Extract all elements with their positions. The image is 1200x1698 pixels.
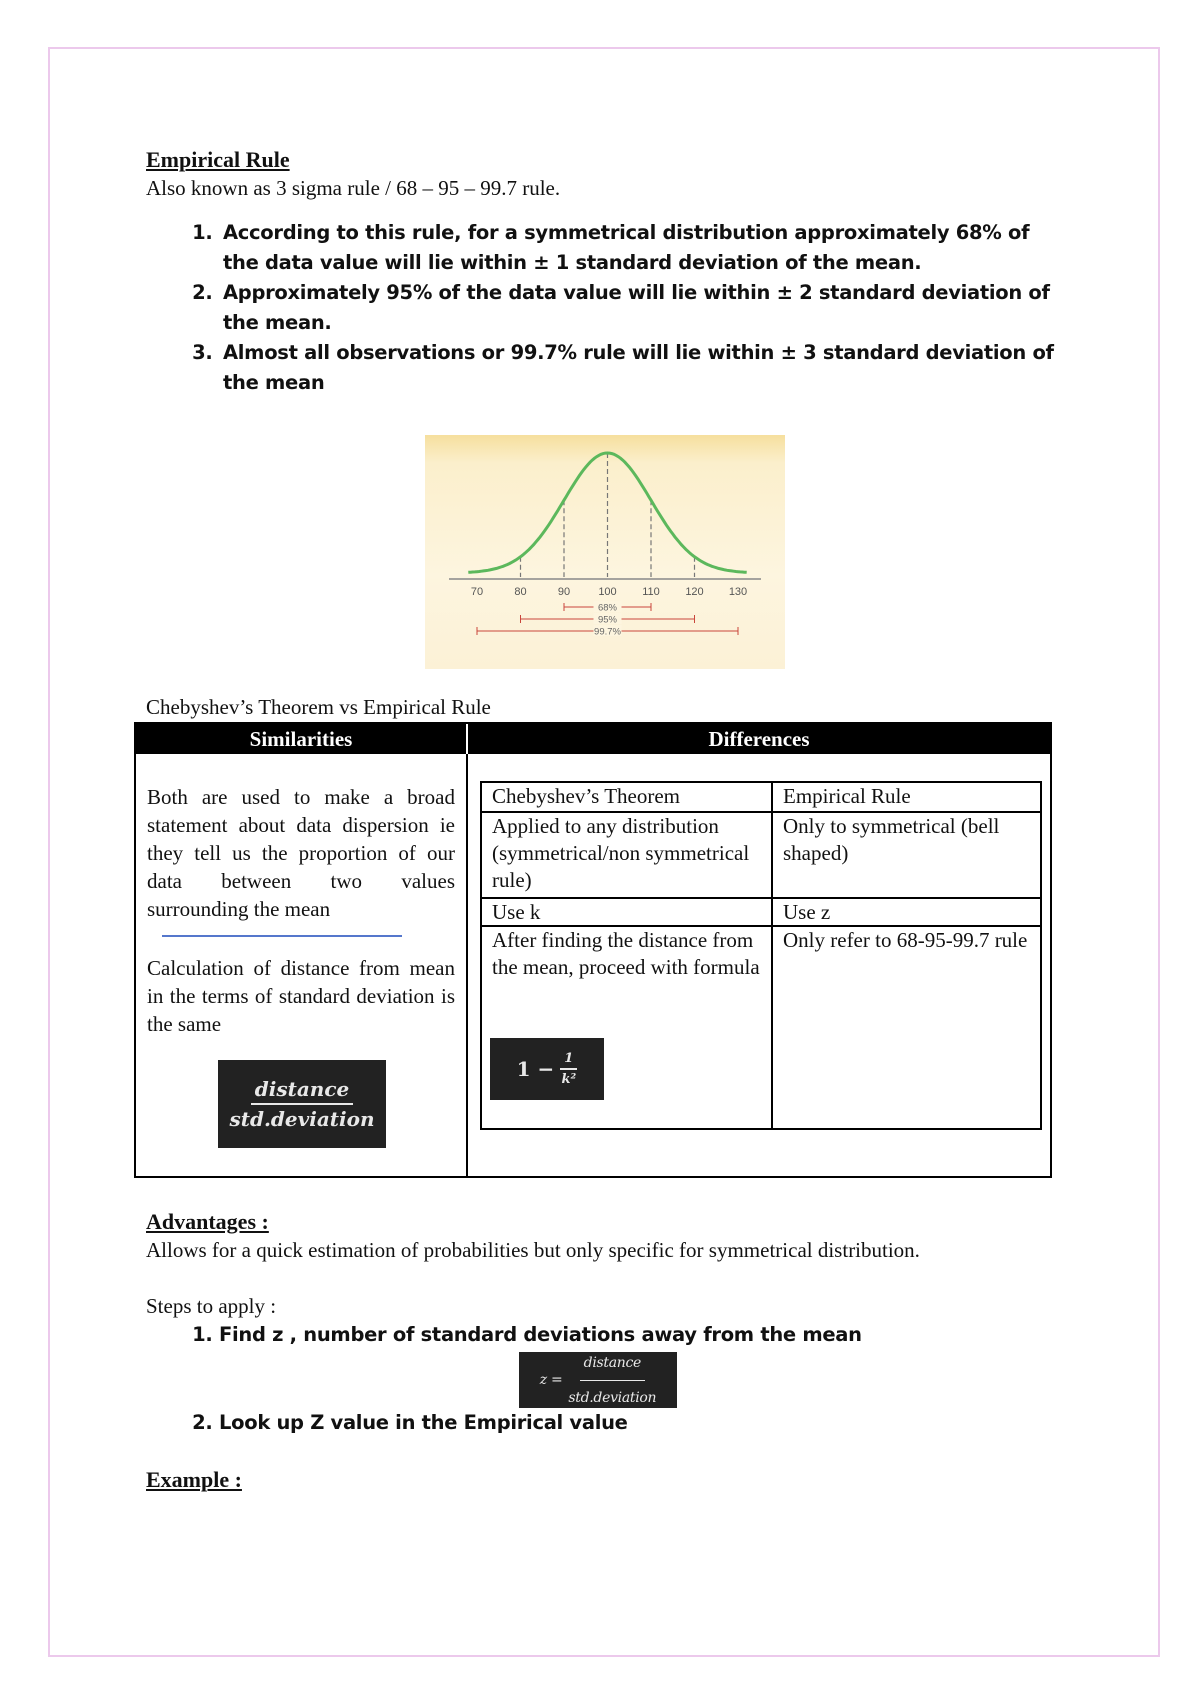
comparison-caption: Chebyshev’s Theorem vs Empirical Rule (146, 695, 491, 719)
chebyshev-formula-left: 1 − (516, 1057, 555, 1081)
similarity-text-2: Calculation of distance from mean in the terms of standard deviation is the same (147, 956, 455, 1036)
advantages-text: Allows for a quick estimation of probabilities but only specific for symmetrical distribution. (146, 1238, 920, 1262)
advantages-section (146, 1208, 1066, 1494)
tick-label-110: 110 (642, 586, 660, 598)
range-label-2: 99.7% (594, 626, 621, 638)
document-body (146, 146, 1056, 1492)
comparison-table (134, 722, 1052, 1178)
tick-label-130: 130 (728, 586, 748, 598)
z-formula-left: z = (539, 1372, 563, 1388)
formula-denominator: std.deviation (229, 1107, 375, 1131)
diff-row2-col2: Use z (783, 900, 831, 924)
diff-row2-col1: Use k (492, 900, 541, 924)
chebyshev-formula-den: k² (561, 1072, 577, 1087)
z-fraction (568, 1348, 656, 1413)
diff-row3-col2: Only refer to 68-95-99.7 rule (783, 928, 1028, 952)
tick-label-70: 70 (470, 586, 484, 598)
z-formula-row (219, 1350, 1066, 1408)
example-heading: Example : (146, 1467, 242, 1492)
similarity-text-1: Both are used to make a broad statement about data dispersion ie they tell us the proportion of our data between two values surrounding the mean (147, 785, 455, 921)
step-1-text: Find z , number of standard deviations away from the mean (219, 1323, 862, 1346)
steps-list (146, 1320, 1066, 1438)
step-item-1 (219, 1320, 1066, 1408)
diff-col1-header: Chebyshev’s Theorem (492, 784, 680, 808)
diff-row1-col1: Applied to any distribution (symmetrical/non symmetrical rule) (492, 814, 750, 892)
rule-item-3: 3. Almost all observations or 99.7% rule will lie within ± 3 standard deviation of the mean (219, 338, 1056, 398)
diff-col2-header: Empirical Rule (783, 784, 911, 808)
rule-item-2: 2. Approximately 95% of the data value will lie within ± 2 standard deviation of the mean. (219, 278, 1056, 338)
empirical-rule-heading: Empirical Rule (146, 147, 290, 172)
tick-label-120: 120 (685, 586, 704, 598)
step-item-2: 2. Look up Z value in the Empirical value (219, 1408, 1066, 1438)
differences-header: Differences (468, 724, 1050, 754)
range-label-1: 95% (597, 614, 618, 626)
z-formula-num: distance (580, 1348, 645, 1381)
bell-curve-figure (425, 435, 785, 669)
chebyshev-formula (490, 1038, 604, 1100)
tick-label-80: 80 (514, 586, 527, 598)
distance-formula (218, 1060, 386, 1148)
rule-item-1: 1. According to this rule, for a symmetrical distribution approximately 68% of the data value will lie within ± 1 standard deviation of the mean. (219, 218, 1056, 278)
diff-row3-col1: After finding the distance from the mean, proceed with formula (492, 928, 760, 979)
advantages-heading: Advantages : (146, 1209, 269, 1234)
column-divider (466, 754, 468, 1176)
similarities-header: Similarities (136, 724, 466, 754)
tick-label-100: 100 (598, 586, 617, 598)
steps-label: Steps to apply : (146, 1294, 277, 1318)
empirical-rule-subtitle: Also known as 3 sigma rule / 68 – 95 – 99.7 rule. (146, 176, 561, 200)
formula-numerator: distance (251, 1077, 353, 1105)
tick-label-90: 90 (557, 586, 571, 598)
differences-table (480, 781, 1042, 1130)
chebyshev-formula-num: 1 (560, 1051, 577, 1070)
bell-curve-chart (425, 435, 785, 669)
diff-row1-col2: Only to symmetrical (bell shaped) (783, 814, 1000, 865)
z-formula (519, 1352, 677, 1408)
similarity-separator (162, 935, 402, 937)
empirical-rules-list (146, 218, 1056, 398)
z-formula-den: std.deviation (568, 1389, 657, 1406)
range-label-0: 68% (597, 602, 618, 614)
chebyshev-fraction (560, 1051, 577, 1087)
